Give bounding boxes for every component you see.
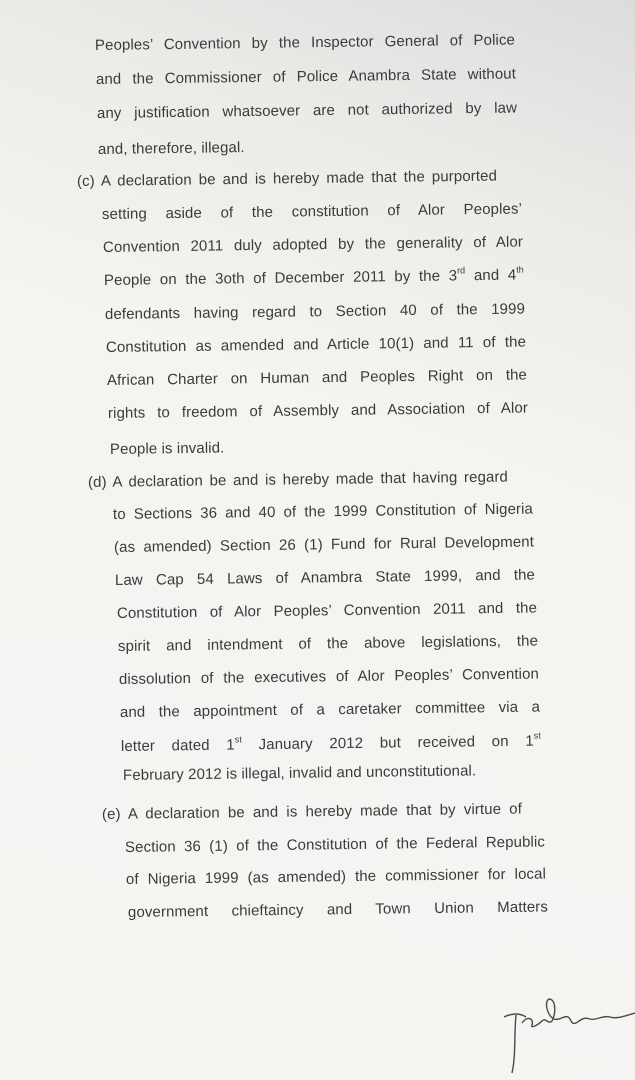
text-segment: People on the 3oth of December 2011 by the 3 [103, 267, 458, 289]
text-line [110, 435, 530, 460]
text-segment: setting aside of the constitution of Alor Peoples’ [101, 200, 523, 223]
text-segment: African Charter on Human and Peoples Right on the [106, 366, 528, 389]
text-line [125, 833, 545, 858]
text-line [121, 732, 541, 757]
superscript: st [533, 730, 541, 741]
text-segment: any justification whatsoever are not authorized by law [96, 99, 518, 122]
text-segment: Constitution as amended and Article 10(1) and 11 of the [105, 333, 527, 356]
text-line [113, 500, 533, 525]
superscript: rd [456, 265, 466, 276]
text-segment: dissolution of the executives of Alor Peoples’ Convention [118, 665, 540, 688]
text-line [108, 399, 528, 424]
text-segment: (c) A declaration be and is hereby made that the purported [76, 167, 498, 190]
text-segment: People is invalid. [109, 439, 225, 458]
text-segment: Convention 2011 duly adopted by the generality of Alor [102, 233, 524, 256]
text-segment: (e) A declaration be and is hereby made that by virtue of [101, 800, 523, 823]
superscript: st [234, 734, 242, 745]
text-line [106, 333, 526, 358]
text-segment: Law Cap 54 Laws of Anambra State 1999, and the [114, 566, 536, 589]
text-line [103, 233, 523, 258]
text-line [118, 632, 538, 657]
text-line [115, 566, 535, 591]
text-line [88, 468, 508, 493]
text-segment: (as amended) Section 26 (1) Fund for Rural Development [113, 533, 535, 556]
text-line [119, 665, 539, 690]
text-line [114, 533, 534, 558]
text-segment: and the Commissioner of Police Anambra State without [95, 65, 517, 88]
text-segment: January 2012 but received on 1 [241, 732, 534, 754]
text-line [98, 135, 518, 160]
text-segment: defendants having regard to Section 40 of the 1999 [104, 300, 526, 323]
text-segment: and 4 [465, 266, 517, 285]
text-segment: Peoples’ Convention by the Inspector General of Police [94, 31, 516, 54]
text-segment: letter dated 1 [120, 736, 235, 755]
text-line [95, 31, 515, 56]
text-line [126, 865, 546, 890]
text-line [77, 167, 497, 192]
superscript: th [516, 264, 524, 275]
text-line [107, 366, 527, 391]
text-segment: and, therefore, illegal. [97, 139, 245, 158]
text-line [117, 599, 537, 624]
text-segment: (d) A declaration be and is hereby made that having regard [87, 468, 509, 491]
text-line [104, 266, 524, 291]
text-segment: February 2012 is illegal, invalid and unconstitutional. [122, 762, 477, 784]
text-segment: rights to freedom of Assembly and Association of Alor [107, 399, 529, 422]
text-segment: Section 36 (1) of the Constitution of the Federal Republic [124, 833, 546, 856]
text-line [97, 99, 517, 124]
text-line [102, 800, 522, 825]
text-segment: to Sections 36 and 40 of the 1999 Constitution of Nigeria [112, 500, 534, 523]
text-line [128, 898, 548, 923]
text-line [123, 761, 543, 786]
text-line [105, 300, 525, 325]
text-segment: Constitution of Alor Peoples’ Convention 2011 and the [116, 599, 538, 622]
text-segment: government chieftaincy and Town Union Matters [127, 898, 549, 921]
text-line [102, 200, 522, 225]
text-segment: and the appointment of a caretaker committee via a [119, 698, 541, 721]
text-segment: spirit and intendment of the above legislations, the [117, 632, 539, 655]
text-segment: of Nigeria 1999 (as amended) the commissioner for local [125, 865, 547, 888]
text-line [120, 698, 540, 723]
text-line [96, 65, 516, 90]
signature [498, 995, 635, 1075]
